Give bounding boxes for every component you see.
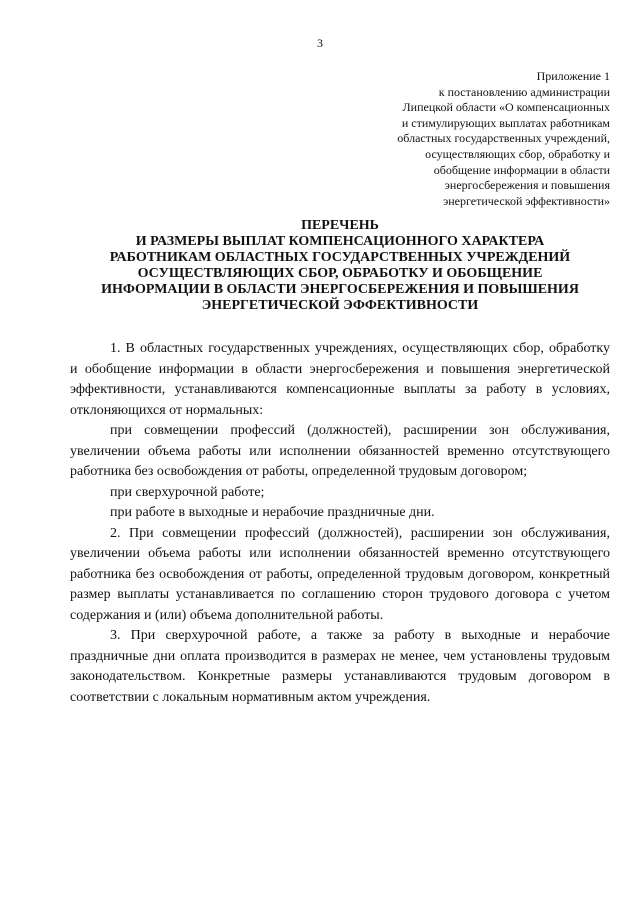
paragraph-6: 3. При сверхурочной работе, а также за работу в выходные и нерабочие праздничные дни оплата производится в размерах не менее, чем установлены трудовым законодательством. Конкретные размеры устанавливаются трудовым договором в соответствии с локальным нормативным актом учреждения.: [70, 628, 610, 705]
document-body: [70, 339, 610, 708]
paragraph-3: при сверхурочной работе;: [110, 484, 265, 500]
appendix-line: обобщение информации в области: [433, 162, 610, 177]
title-line: ЭНЕРГЕТИЧЕСКОЙ ЭФФЕКТИВНОСТИ: [201, 298, 479, 313]
page-number: 3: [317, 36, 323, 50]
appendix-line: Приложение 1: [536, 69, 610, 83]
paragraph-5: 2. При совмещении профессий (должностей), расширении зон обслуживания, увеличении объема работы или исполнении обязанностей временно отсутствующего работника без освобождения от работы, определенной трудовым договором, конкретный размер выплаты устанавливается по соглашению сторон трудового договора с учетом содержания и (или) объема дополнительной работы.: [70, 525, 610, 623]
appendix-line: энергосбережения и повышения: [444, 178, 610, 193]
appendix-line: областных государственных учреждений,: [397, 131, 610, 146]
title-line: РАБОТНИКАМ ОБЛАСТНЫХ ГОСУДАРСТВЕННЫХ УЧРЕЖДЕНИЙ: [109, 250, 571, 265]
appendix-line: и стимулирующих выплатах работникам: [401, 115, 610, 130]
paragraph-2: при совмещении профессий (должностей), расширении зон обслуживания, увеличении объема работы или исполнении обязанностей временно отсутствующего работника без освобождения от работы, определенной трудовым договором;: [70, 423, 610, 479]
paragraph-1: 1. В областных государственных учреждениях, осуществляющих сбор, обработку и обобщение информации в области энергосбережения и повышения энергетической эффективности, устанавливаются компенсационные выплаты за работу в условиях, отклоняющихся от нормальных:: [70, 341, 610, 418]
appendix-block: [340, 69, 610, 209]
paragraph-4: при работе в выходные и нерабочие праздничные дни.: [110, 505, 435, 520]
appendix-line: к постановлению администрации: [438, 84, 610, 99]
appendix-line: энергетической эффективности»: [443, 193, 610, 208]
title-line: ПЕРЕЧЕНЬ: [301, 218, 379, 233]
appendix-line: осуществляющих сбор, обработку и: [425, 146, 610, 161]
title-line: ИНФОРМАЦИИ В ОБЛАСТИ ЭНЕРГОСБЕРЕЖЕНИЯ И ПОВЫШЕНИЯ: [101, 282, 579, 297]
appendix-line: Липецкой области «О компенсационных: [402, 100, 610, 115]
document-title: [70, 218, 610, 314]
title-line: ОСУЩЕСТВЛЯЮЩИХ СБОР, ОБРАБОТКУ И ОБОБЩЕНИЕ: [137, 266, 543, 281]
title-line: И РАЗМЕРЫ ВЫПЛАТ КОМПЕНСАЦИОННОГО ХАРАКТЕРА: [135, 234, 545, 249]
